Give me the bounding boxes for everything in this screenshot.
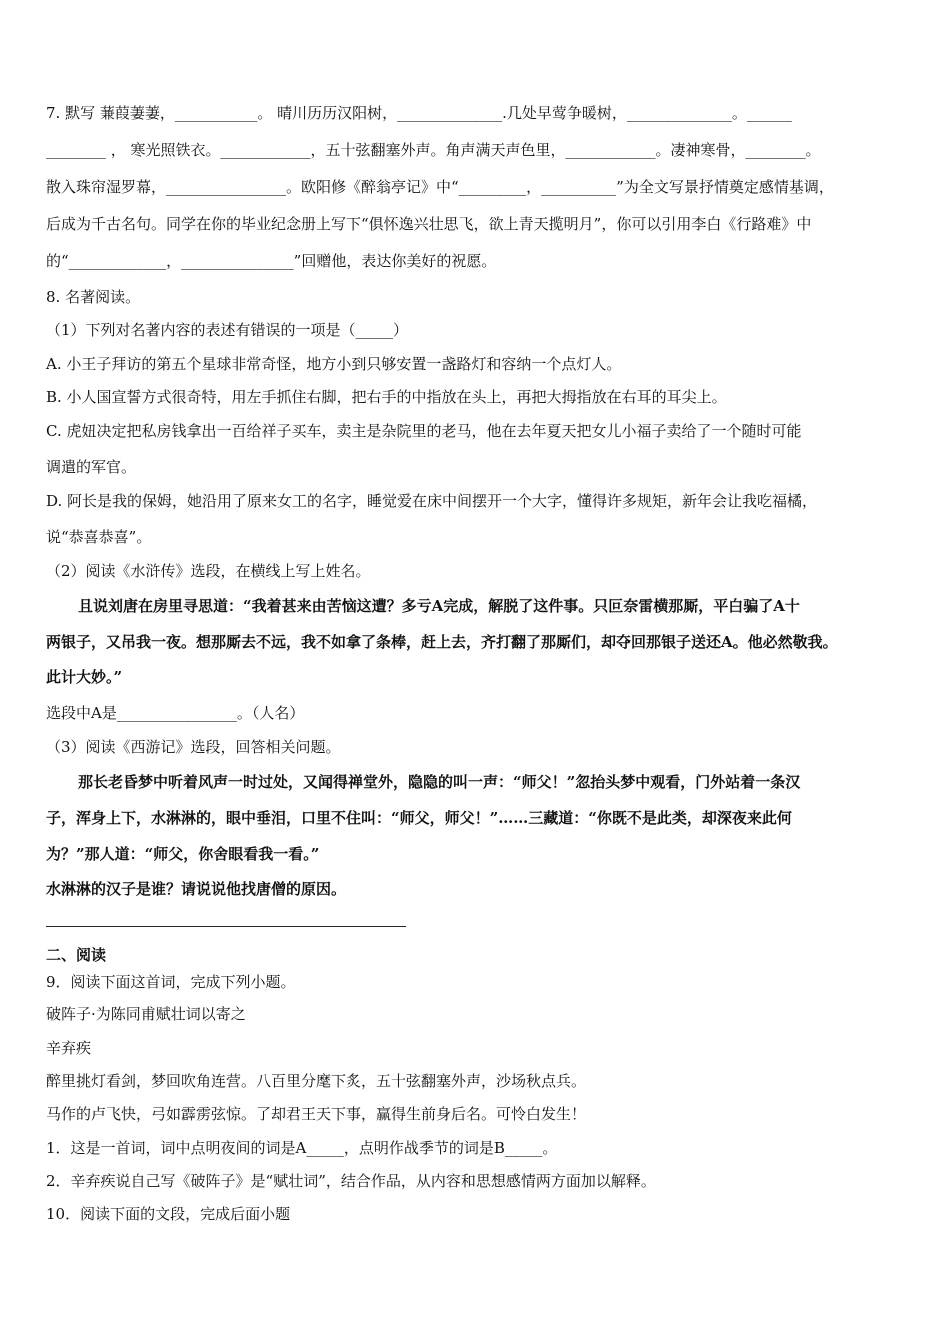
q8-title: 8. 名著阅读。 bbox=[46, 288, 141, 306]
shuihu-passage-line-1: 且说刘唐在房里寻思道：“我着甚来由苦恼这遭？多亏A完成，解脱了这件事。只叵奈雷横那厮，平白骗了A十 bbox=[78, 597, 800, 615]
q8-part3-prompt: （3）阅读《西游记》选段，回答相关问题。 bbox=[46, 738, 341, 756]
poem-title: 破阵子·为陈同甫赋壮词以寄之 bbox=[46, 1005, 246, 1023]
q10-title: 10．阅读下面的文段，完成后面小题 bbox=[46, 1205, 291, 1223]
shuihu-passage-line-2: 两银子，又吊我一夜。想那厮去不远，我不如拿了条棒，赶上去，齐打翻了那厮们，却夺回那银子送还A。他必然敬我。 bbox=[46, 633, 838, 651]
q8-option-b: B. 小人国宣誓方式很奇特，用左手抓住右脚，把右手的中指放在头上，再把大拇指放在右耳的耳尖上。 bbox=[46, 388, 727, 406]
poem-line-1: 醉里挑灯看剑，梦回吹角连营。八百里分麾下炙，五十弦翻塞外声，沙场秋点兵。 bbox=[46, 1072, 587, 1090]
q7-line-2: ________ ， 寒光照铁衣。____________，五十弦翻塞外声。角声满天声色里，____________。凄神寒骨，________。 bbox=[46, 141, 821, 159]
q8-part1-prompt: （1）下列对名著内容的表述有错误的一项是（_____） bbox=[46, 321, 409, 339]
answer-line bbox=[46, 926, 406, 927]
q9-subquestion-1: 1．这是一首词，词中点明夜间的词是A_____，点明作战季节的词是B_____。 bbox=[46, 1139, 558, 1157]
q9-subquestion-2: 2．辛弃疾说自己写《破阵子》是“赋壮词”，结合作品，从内容和思想感情两方面加以解释。 bbox=[46, 1172, 656, 1190]
q8-part2-answer: 选段中A是________________。（人名） bbox=[46, 704, 305, 722]
shuihu-passage-line-3: 此计大妙。” bbox=[46, 668, 123, 686]
section-heading: 二、阅读 bbox=[46, 946, 107, 964]
q8-option-c-line-1: C. 虎妞决定把私房钱拿出一百给祥子买车，卖主是杂院里的老马，他在去年夏天把女儿小福子卖给了一个随时可能 bbox=[46, 422, 802, 440]
xiyou-passage-line-3: 为？”那人道：“师父，你舍眼看我一看。” bbox=[46, 845, 320, 863]
q7-line-1: 7. 默写 蒹葭萋萋，___________。 晴川历历汉阳树，______________.几处早莺争暖树，______________。______ bbox=[46, 104, 792, 122]
q8-option-d-line-2: 说“恭喜恭喜”。 bbox=[46, 528, 152, 546]
q7-line-5: 的“_____________，_______________”回赠他，表达你美好的祝愿。 bbox=[46, 252, 497, 270]
q7-line-4: 后成为千古名句。同学在你的毕业纪念册上写下“俱怀逸兴壮思飞，欲上青天揽明月”，你可以引用李白《行路难》中 bbox=[46, 215, 812, 233]
q8-option-c-line-2: 调遣的军官。 bbox=[46, 458, 137, 476]
xiyou-passage-line-2: 子，浑身上下，水淋淋的，眼中垂泪，口里不住叫：“师父，师父！”……三藏道：“你既不是此类，却深夜来此何 bbox=[46, 809, 792, 827]
poem-line-2: 马作的卢飞快，弓如霹雳弦惊。了却君王天下事，赢得生前身后名。可怜白发生！ bbox=[46, 1105, 587, 1123]
q9-title: 9．阅读下面这首词，完成下列小题。 bbox=[46, 973, 296, 991]
q7-line-3: 散入珠帘湿罗幕，________________。欧阳修《醉翁亭记》中“_________，__________”为全文写景抒情奠定感情基调， bbox=[46, 178, 834, 196]
q8-part2-prompt: （2）阅读《水浒传》选段，在横线上写上姓名。 bbox=[46, 562, 371, 580]
xiyou-passage-line-1: 那长老昏梦中听着风声一时过处，又闻得禅堂外，隐隐的叫一声：“师父！”忽抬头梦中观看，门外站着一条汉 bbox=[78, 773, 801, 791]
q8-option-a: A. 小王子拜访的第五个星球非常奇怪，地方小到只够安置一盏路灯和容纳一个点灯人。 bbox=[46, 355, 622, 373]
q8-option-d-line-1: D. 阿长是我的保姆，她沿用了原来女工的名字，睡觉爱在床中间摆开一个大字，懂得许多规矩，新年会让我吃福橘， bbox=[46, 492, 818, 510]
poem-author: 辛弃疾 bbox=[46, 1039, 92, 1057]
q8-part3-question: 水淋淋的汉子是谁？请说说他找唐僧的原因。 bbox=[46, 880, 347, 898]
